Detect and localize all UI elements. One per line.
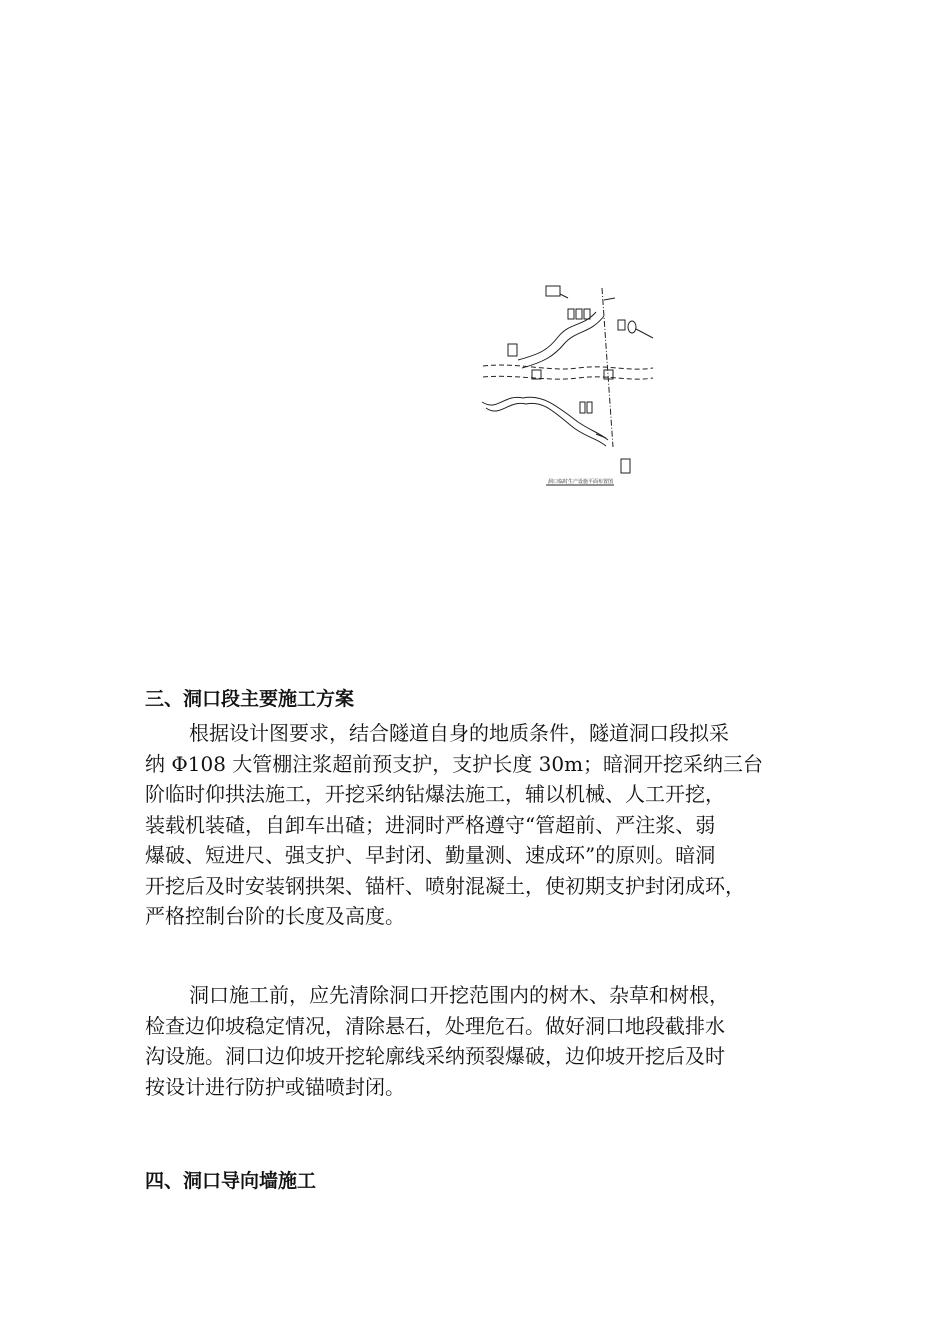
paragraph-line: 根据设计图要求，结合隧道自身的地质条件，隧道洞口段拟采 <box>189 721 729 745</box>
facility-4 <box>584 309 590 319</box>
upper-road-path-2 <box>522 316 604 368</box>
facility-5 <box>618 320 625 330</box>
site-layout-drawing <box>478 282 663 497</box>
section-3-paragraph-2 <box>145 980 805 1102</box>
water-tank-leader <box>636 329 653 338</box>
paragraph-line: 开挖后及时安装钢拱架、锚杆、喷射混凝土，使初期支护封闭成环， <box>145 873 745 898</box>
paragraph-line: 严格控制台阶的长度及高度。 <box>145 904 405 928</box>
paragraph-line: 纳 Φ108 大管棚注浆超前预支护，支护长度 30m；暗洞开挖采纳三台 <box>145 751 764 776</box>
facility-9 <box>621 459 630 473</box>
lower-road-path-2 <box>486 403 606 446</box>
facility-1 <box>546 286 560 296</box>
figure-caption: 洞口临时生产设施平面布置图 <box>548 479 614 485</box>
site-layout-svg <box>478 282 663 497</box>
facility-7 <box>580 402 585 413</box>
paragraph-line: 爆破、短进尺、强支护、早封闭、勤量测、速成环”的原则。暗洞 <box>145 843 716 867</box>
paragraph-line: 沟设施。洞口边仰坡开挖轮廓线采纳预裂爆破，边仰坡开挖后及时 <box>145 1044 725 1068</box>
paragraph-line: 检查边仰坡稳定情况，清除悬石，处理危石。做好洞口地段截排水 <box>145 1013 725 1038</box>
lower-road-path <box>482 397 608 440</box>
paragraph-line: 按设计进行防护或锚喷封闭。 <box>145 1074 405 1099</box>
river-band-2 <box>483 376 653 379</box>
facility-1-leader <box>560 294 568 298</box>
paragraph-line: 装载机装碴，自卸车出碴；进洞时严格遵守“管超前、严注浆、弱 <box>145 812 716 837</box>
section-4-heading: 四、洞口导向墙施工 <box>145 1170 317 1192</box>
facility-3 <box>576 309 582 319</box>
arrow-upper <box>604 298 615 300</box>
river-band-1 <box>483 365 653 369</box>
section-3-heading: 三、洞口段主要施工方案 <box>145 688 355 710</box>
water-tank <box>628 321 636 333</box>
facility-2 <box>568 309 574 319</box>
facility-6 <box>508 344 517 356</box>
facility-8 <box>587 402 592 413</box>
paragraph-line: 洞口施工前，应先清除洞口开挖范围内的树木、杂草和树根， <box>189 983 729 1007</box>
section-3-paragraph-1 <box>145 718 805 932</box>
paragraph-line: 阶临时仰拱法施工，开挖采纳钻爆法施工，辅以机械、人工开挖， <box>145 782 725 806</box>
